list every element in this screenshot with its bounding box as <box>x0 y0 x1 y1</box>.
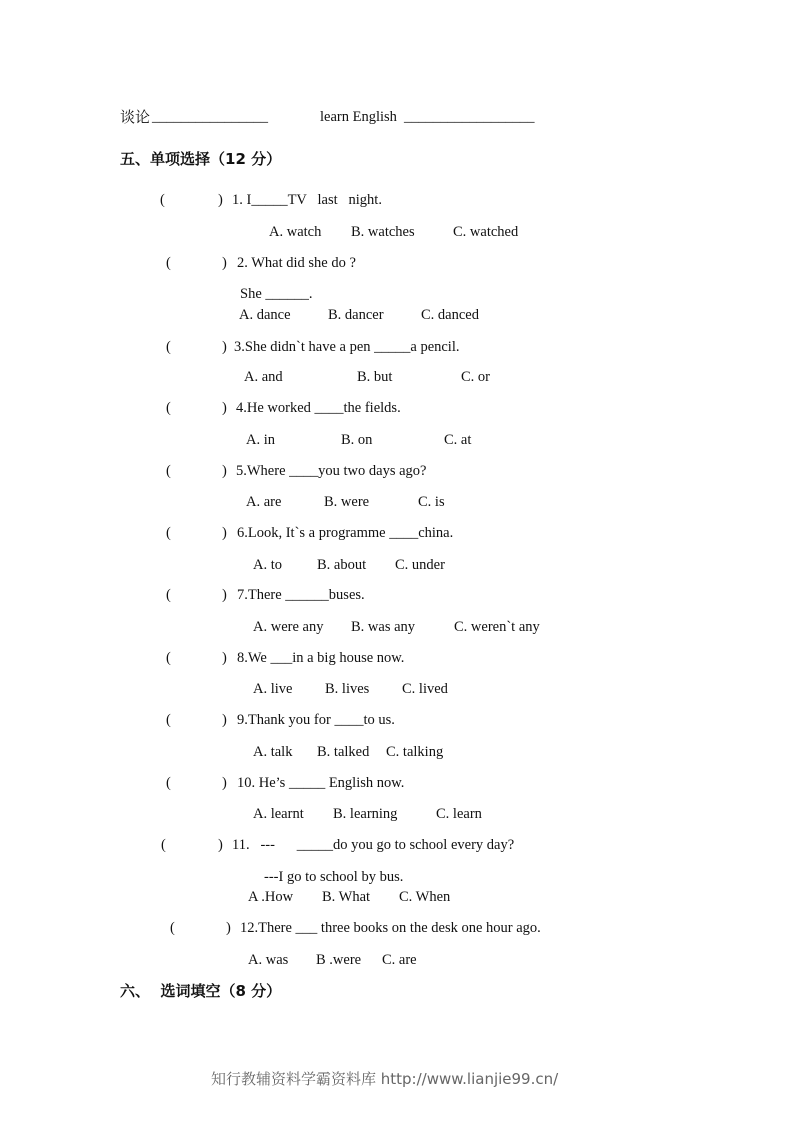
q10-option-a: A. learnt <box>253 806 304 822</box>
q4-option-b: B. on <box>341 432 373 448</box>
answer-paren-close: ) <box>222 712 227 728</box>
answer-paren-close: ) <box>222 775 227 791</box>
q4-option-a: A. in <box>246 432 275 448</box>
question-11-text: 11. --- _____do you go to school every day? <box>232 837 515 853</box>
q7-option-b: B. was any <box>351 619 416 635</box>
question-10-text: 10. He’s _____ English now. <box>237 775 405 791</box>
answer-paren-open[interactable]: ( <box>166 255 171 271</box>
question-11-subline: ---I go to school by bus. <box>264 869 404 885</box>
answer-paren-open[interactable]: ( <box>166 712 171 728</box>
answer-paren-open[interactable]: ( <box>166 525 171 541</box>
q9-option-a: A. talk <box>253 744 293 760</box>
q2-option-a: A. dance <box>239 307 291 323</box>
question-2-text: 2. What did she do ? <box>237 255 356 271</box>
q6-option-c: C. under <box>395 557 445 573</box>
q1-option-c: C. watched <box>453 224 519 240</box>
answer-blank-talk[interactable]: ________________ <box>152 109 268 125</box>
q4-option-c: C. at <box>444 432 472 448</box>
question-12-text: 12.There ___ three books on the desk one hour ago. <box>240 920 541 936</box>
q12-option-a: A. was <box>248 952 289 968</box>
footer-watermark: 知行教辅资料学霸资料库 http://www.lianjie99.cn/ <box>211 1070 559 1088</box>
q8-option-a: A. live <box>253 681 293 697</box>
q1-option-a: A. watch <box>269 224 322 240</box>
q5-option-a: A. are <box>246 494 282 510</box>
answer-paren-close: ) <box>222 650 227 666</box>
answer-paren-close: ) <box>222 525 227 541</box>
question-7-text: 7.There ______buses. <box>237 587 365 603</box>
answer-paren-close: ) <box>222 463 227 479</box>
question-2-subline: She ______. <box>240 286 313 302</box>
answer-blank-learn-english[interactable]: __________________ <box>404 109 535 125</box>
q11-option-a: A .How <box>248 889 294 905</box>
q6-option-a: A. to <box>253 557 282 573</box>
answer-paren-open[interactable]: ( <box>161 837 166 853</box>
q12-option-c: C. are <box>382 952 417 968</box>
question-8-text: 8.We ___in a big house now. <box>237 650 405 666</box>
question-9-text: 9.Thank you for ____to us. <box>237 712 395 728</box>
answer-paren-close: ) <box>222 339 227 355</box>
q3-option-b: B. but <box>357 369 393 385</box>
q9-option-c: C. talking <box>386 744 444 760</box>
answer-paren-open[interactable]: ( <box>166 587 171 603</box>
q11-option-c: C. When <box>399 889 451 905</box>
question-3-text: 3.She didn`t have a pen _____a pencil. <box>234 339 460 355</box>
answer-paren-close: ) <box>222 587 227 603</box>
q8-option-c: C. lived <box>402 681 448 697</box>
answer-paren-open[interactable]: ( <box>170 920 175 936</box>
section-5-title: 五、单项选择（12 分） <box>120 150 282 168</box>
q8-option-b: B. lives <box>325 681 370 697</box>
answer-paren-open[interactable]: ( <box>166 650 171 666</box>
answer-paren-open[interactable]: ( <box>160 192 165 208</box>
question-4-text: 4.He worked ____the fields. <box>236 400 401 416</box>
answer-paren-open[interactable]: ( <box>166 463 171 479</box>
question-1-text: 1. I_____TV last night. <box>232 192 382 208</box>
q1-option-b: B. watches <box>351 224 415 240</box>
question-6-text: 6.Look, It`s a programme ____china. <box>237 525 454 541</box>
answer-paren-close: ) <box>218 192 223 208</box>
q2-option-c: C. danced <box>421 307 479 323</box>
q3-option-c: C. or <box>461 369 490 385</box>
q9-option-b: B. talked <box>317 744 370 760</box>
answer-paren-open[interactable]: ( <box>166 339 171 355</box>
term-label-learn-english: learn English <box>320 109 397 125</box>
q2-option-b: B. dancer <box>328 307 384 323</box>
q6-option-b: B. about <box>317 557 367 573</box>
q12-option-b: B .were <box>316 952 362 968</box>
q11-option-b: B. What <box>322 889 371 905</box>
answer-paren-close: ) <box>218 837 223 853</box>
q5-option-c: C. is <box>418 494 445 510</box>
q7-option-a: A. were any <box>253 619 324 635</box>
answer-paren-open[interactable]: ( <box>166 400 171 416</box>
question-5-text: 5.Where ____you two days ago? <box>236 463 427 479</box>
section-6-title: 六、 选词填空（8 分） <box>120 982 282 1000</box>
answer-paren-close: ) <box>222 400 227 416</box>
answer-paren-open[interactable]: ( <box>166 775 171 791</box>
answer-paren-close: ) <box>222 255 227 271</box>
answer-paren-close: ) <box>226 920 231 936</box>
term-label-talk: 谈论 <box>120 108 151 126</box>
q3-option-a: A. and <box>244 369 283 385</box>
q5-option-b: B. were <box>324 494 370 510</box>
q10-option-b: B. learning <box>333 806 398 822</box>
q7-option-c: C. weren`t any <box>454 619 540 635</box>
q10-option-c: C. learn <box>436 806 482 822</box>
